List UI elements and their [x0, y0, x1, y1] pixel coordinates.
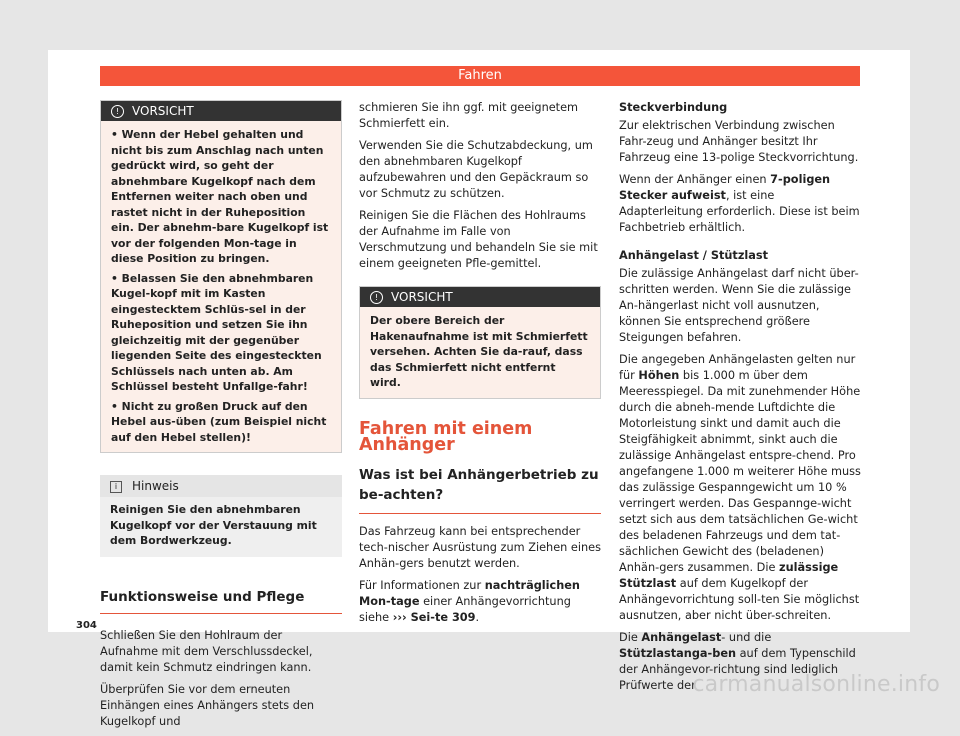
text-run: bis 1.000 m über dem Meeresspiegel. Da mit zunehmender Höhe durch die abneh-mende Luftdichte die Motorleistung sinkt und damit auch die Steigfähigkeit abnimmt, sinkt auch die zulässige Anhängelast entspre-chend. Pro angefangene 1.000 m weiterer Höhe muss das zulässige Gespanngewicht um 10 % verringert werden. Das Gespannge-wicht setzt sich aus dem tatsächlichen Ge-wicht des beladenen Fahrzeugs und dem tat-sächlichen Gewicht des (beladenen) Anhän-gers zusammen. Die: [619, 369, 861, 574]
page-number: 304: [76, 620, 97, 631]
caution-text: Der obere Bereich der Hakenaufnahme ist mit Schmierfett versehen. Achten Sie da-rauf, dass das Schmierfett nicht entfernt wird.: [370, 314, 588, 389]
paragraph: Die zulässige Anhängelast darf nicht über-schritten werden. Wenn Sie die zulässige An-hängerlast nicht voll ausnutzen, können Sie entsprechend größere Steigungen befahren.: [619, 267, 859, 344]
caution-body: [101, 121, 341, 452]
text-run: auf dem Typenschild der Anhängevor-richtung sind lediglich Prüfwerte der: [619, 647, 856, 692]
text-run: einer Anhängevorrichtung siehe: [359, 594, 571, 624]
info-icon: i: [110, 481, 122, 493]
text-run: Die angegeben Anhängelasten gelten nur für: [619, 353, 856, 382]
caution-title: VORSICHT: [391, 290, 453, 304]
text-run: Wenn der Anhänger einen: [619, 173, 771, 186]
bold-text: Anhängelast: [641, 631, 722, 644]
subsection-title: Was ist bei Anhängerbetrieb zu be-achten?: [359, 465, 601, 514]
paragraph: [359, 578, 601, 626]
paragraph: Reinigen Sie die Flächen des Hohlraums der Aufnahme im Falle von Verschmutzung und behandeln Sie sie mit einem geeigneten Pfle-gemittel.: [359, 209, 598, 270]
paragraph: Schließen Sie den Hohlraum der Aufnahme mit dem Verschlussdeckel, damit kein Schmutz eindringen kann.: [100, 628, 313, 674]
paragraph: [619, 172, 861, 236]
hint-header: [100, 475, 342, 497]
caution-header: [101, 101, 341, 121]
hint-title: Hinweis: [132, 479, 179, 493]
page-reference-link[interactable]: ››› Sei-te 309: [392, 610, 476, 624]
warning-icon: !: [111, 105, 124, 118]
bold-text: nachträglichen Mon-tage: [359, 578, 580, 608]
caution-item: • Nicht zu großen Druck auf den Hebel aus-üben (zum Beispiel nicht auf den Hebel stellen)!: [111, 399, 327, 444]
hint-box: [100, 475, 342, 557]
hint-body: Reinigen Sie den abnehmbaren Kugelkopf vor der Verstauung mit dem Bordwerkzeug.: [100, 497, 342, 557]
text-run: .: [475, 610, 480, 624]
paragraph: [619, 352, 861, 624]
text-run: Für Informationen zur: [359, 578, 485, 592]
text-run: , ist eine Adapterleitung erforderlich. Diese ist beim Fachbetrieb erhältlich.: [619, 189, 860, 234]
subheading: Anhängelast / Stützlast: [619, 249, 769, 262]
text-run: - und die: [721, 631, 772, 644]
caution-box: [100, 100, 342, 453]
chapter-title: Fahren mit einem Anhänger: [359, 418, 533, 455]
header-title: Fahren: [458, 68, 502, 83]
paragraph: Überprüfen Sie vor dem erneuten Einhängen eines Anhängers stets den Kugelkopf und: [100, 682, 315, 728]
watermark: carmanualsonline.info: [692, 672, 940, 697]
caution-header: [360, 287, 600, 307]
warning-icon: !: [370, 291, 383, 304]
paragraph: Zur elektrischen Verbindung zwischen Fahr-zeug und Anhänger besitzt Ihr Fahrzeug eine 13-polige Steckvorrichtung.: [619, 119, 859, 164]
column-3: [619, 100, 861, 700]
caution-title: VORSICHT: [132, 104, 194, 118]
subheading: Steckverbindung: [619, 101, 728, 114]
bold-text: 7-poligen Stecker aufweist: [619, 173, 831, 202]
caution-item: • Belassen Sie den abnehmbaren Kugel-kopf mit im Kasten eingestecktem Schlüs-sel in der Ruheposition und setzen Sie ihn gleichzeitig mit der gegenüber liegenden Seite des eingesteckten Schlüssels nach unten ab. Am Schlüssel besteht Unfallge-fahr!: [111, 271, 322, 393]
header-bar: [100, 66, 860, 86]
column-2: [359, 100, 601, 632]
paragraph: Das Fahrzeug kann bei entsprechender tech-nischer Ausrüstung zum Ziehen eines Anhän-gers benutzt werden.: [359, 524, 602, 570]
paragraph: Verwenden Sie die Schutzabdeckung, um den abnehmbaren Kugelkopf aufzubewahren und den Gepäckraum so vor Schmutz zu schützen.: [359, 139, 593, 200]
caution-item: • Wenn der Hebel gehalten und nicht bis zum Anschlag nach unten gedrückt wird, so geht der abnehmbare Kugelkopf nach dem Entfernen weiter nach oben und rastet nicht in der Ruheposition ein. Der abnehm-bare Kugelkopf ist vor der folgenden Mon-tage in diese Position zu bringen.: [111, 128, 329, 265]
column-1: [100, 100, 342, 736]
paragraph: schmieren Sie ihn ggf. mit geeignetem Schmierfett ein.: [359, 101, 579, 130]
bold-text: Höhen: [638, 369, 680, 382]
bold-text: zulässige Stützlast: [619, 561, 839, 590]
text-run: auf dem Kugelkopf der Anhängevorrichtung soll-ten Sie möglichst ausnutzen, aber nicht über-schreiten.: [619, 577, 860, 622]
text-run: Die: [619, 631, 642, 644]
bold-text: Stützlastanga-ben: [619, 647, 737, 660]
section-title: Funktionsweise und Pflege: [100, 589, 342, 614]
caution-body: [360, 307, 600, 398]
caution-box-2: [359, 286, 601, 399]
